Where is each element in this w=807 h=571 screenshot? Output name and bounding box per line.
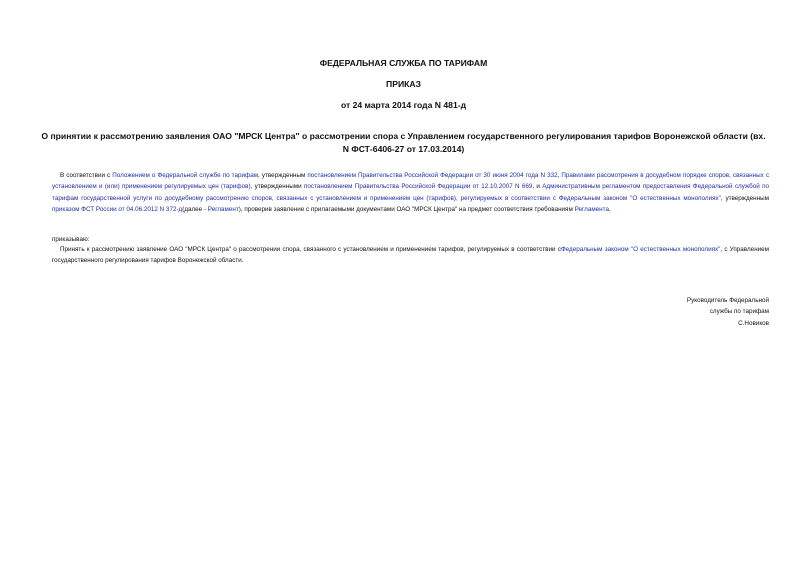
preamble-paragraph [52,170,769,215]
link-fst-order-372d[interactable]: приказом ФСТ России от 04.06.2012 N 372-д [52,205,183,213]
preamble-text-8: ), проверив заявление с прилагаемыми документами ОАО "МРСК Центра" на предмет соответствия требованиям [238,205,575,213]
preamble-text-1: В соответствии с [60,172,113,179]
document-date-number: от 24 марта 2014 года N 481-д [340,100,467,110]
link-administrative-regulation[interactable]: Административным регламентом предоставления Федеральной службой по тарифам государственной услуги по досудебному рассмотрению споров, связанных с установлением и применением цен (тарифов), регулируемых в соответствии с Федеральным законом "О естественных монополиях" [52,183,770,202]
decision-text-2: , с Управлением государственного регулирования тарифов Воронежской области. [52,246,770,265]
link-dispute-rules[interactable]: Правилами рассмотрения в досудебном порядке споров, связанных с установлением и (или) применением регулируемых цен (тарифов) [52,172,769,191]
agency-name: ФЕДЕРАЛЬНАЯ СЛУЖБА ПО ТАРИФАМ [319,58,488,68]
link-natural-monopolies-law[interactable]: Федеральным законом "О естественных монополиях" [560,246,721,253]
preamble-text-7: (далее - [182,205,208,213]
preamble-text-9: , [608,205,611,213]
signature-name: С.Новиков [738,319,769,327]
decision-text-1: Принять к рассмотрению заявление ОАО "МРСК Центра" о рассмотрении спора, связанного с установлением и применением тарифов, регулируемых в соответствии с [60,246,561,253]
signature-position-line1: Руководитель Федеральной [686,297,769,304]
signature-position-line2: службы по тарифам [709,308,769,316]
preamble-text-6: , утвержденным [720,194,769,202]
link-fst-regulation[interactable]: Положением о Федеральной службе по тарифам [112,172,259,179]
order-word: приказываю: [52,236,90,243]
link-government-decree-669[interactable]: постановлением Правительства Российской Федерации от 12.10.2007 N 669 [303,183,533,191]
preamble-text-5: , и [532,183,543,191]
link-government-decree-332[interactable]: постановлением Правительства Российской Федерации от 30 июня 2004 года N 332 [307,172,558,179]
preamble-text-3: , [557,172,562,179]
document-type: ПРИКАЗ [386,79,421,89]
decision-paragraph [52,244,769,267]
preamble-text-2: , утвержденным [258,172,308,179]
preamble-text-4: , утвержденными [250,183,304,191]
document-title: О принятии к рассмотрению заявления ОАО "МРСК Центра" о рассмотрении спора с Управлением государственного регулирования тарифов Воронежской области (вх. N ФСТ-6406-27 от 17.03.2014) [41,131,766,154]
link-regulation-requirements[interactable]: Регламента [574,205,609,213]
link-regulation-short[interactable]: Регламент [207,205,239,213]
signature-block [687,295,769,329]
